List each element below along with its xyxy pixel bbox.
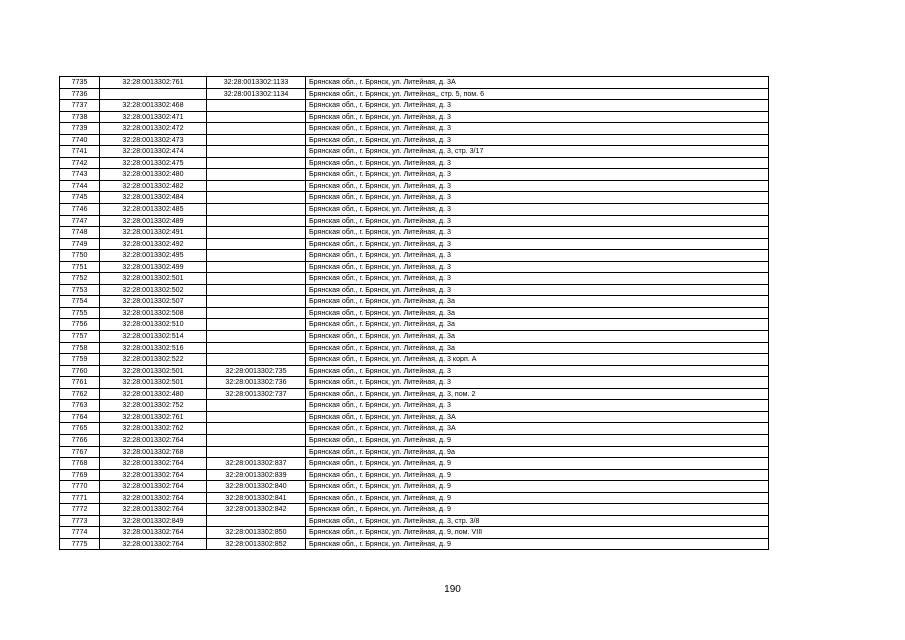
table-row (60, 446, 769, 458)
linked-cadastral-number-cell: 32:28:0013302:850 (207, 527, 306, 539)
linked-cadastral-number-cell (207, 192, 306, 204)
table-row (60, 146, 769, 158)
row-number-cell: 7736 (60, 88, 100, 100)
table-row (60, 284, 769, 296)
address-cell: Брянская обл., г. Брянск, ул. Литейная, д. 3а (306, 342, 769, 354)
row-number-cell: 7748 (60, 227, 100, 239)
row-number-cell: 7768 (60, 458, 100, 470)
address-cell: Брянская обл., г. Брянск, ул. Литейная, д. 3, стр. 3/8 (306, 515, 769, 527)
row-number-cell: 7747 (60, 215, 100, 227)
row-number-cell: 7753 (60, 284, 100, 296)
table-row (60, 192, 769, 204)
address-cell: Брянская обл., г. Брянск, ул. Литейная, д. 9а (306, 446, 769, 458)
cadastral-number-cell: 32:28:0013302:473 (100, 134, 207, 146)
table-row (60, 538, 769, 550)
linked-cadastral-number-cell (207, 319, 306, 331)
address-cell: Брянская обл., г. Брянск, ул. Литейная, д. 3а (306, 307, 769, 319)
table-row (60, 111, 769, 123)
table-row (60, 307, 769, 319)
row-number-cell: 7756 (60, 319, 100, 331)
linked-cadastral-number-cell (207, 227, 306, 239)
table-row (60, 157, 769, 169)
row-number-cell: 7762 (60, 388, 100, 400)
table-row (60, 492, 769, 504)
table-row (60, 134, 769, 146)
linked-cadastral-number-cell (207, 273, 306, 285)
address-cell: Брянская обл., г. Брянск, ул. Литейная, д. 3 (306, 111, 769, 123)
linked-cadastral-number-cell: 32:28:0013302:1134 (207, 88, 306, 100)
address-cell: Брянская обл., г. Брянск, ул. Литейная, д. 3А (306, 77, 769, 89)
address-cell: Брянская обл., г. Брянск, ул. Литейная, д. 3 (306, 227, 769, 239)
row-number-cell: 7760 (60, 365, 100, 377)
table-row (60, 504, 769, 516)
linked-cadastral-number-cell: 32:28:0013302:735 (207, 365, 306, 377)
cadastral-number-cell: 32:28:0013302:764 (100, 527, 207, 539)
table-row (60, 204, 769, 216)
linked-cadastral-number-cell (207, 411, 306, 423)
linked-cadastral-number-cell (207, 261, 306, 273)
cadastral-number-cell: 32:28:0013302:764 (100, 538, 207, 550)
cadastral-number-cell: 32:28:0013302:501 (100, 377, 207, 389)
linked-cadastral-number-cell (207, 123, 306, 135)
cadastral-number-cell: 32:28:0013302:472 (100, 123, 207, 135)
address-cell: Брянская обл., г. Брянск, ул. Литейная, д. 3 (306, 204, 769, 216)
address-cell: Брянская обл., г. Брянск, ул. Литейная, д. 3 (306, 261, 769, 273)
address-cell: Брянская обл., г. Брянск, ул. Литейная, д. 3 (306, 250, 769, 262)
cadastral-number-cell: 32:28:0013302:764 (100, 458, 207, 470)
table-row (60, 423, 769, 435)
address-cell: Брянская обл., г. Брянск, ул. Литейная, д. 3 (306, 365, 769, 377)
address-cell: Брянская обл., г. Брянск, ул. Литейная,, стр. 5, пом. 6 (306, 88, 769, 100)
linked-cadastral-number-cell (207, 134, 306, 146)
address-cell: Брянская обл., г. Брянск, ул. Литейная, д. 3 (306, 123, 769, 135)
address-cell: Брянская обл., г. Брянск, ул. Литейная, д. 3 (306, 215, 769, 227)
linked-cadastral-number-cell (207, 111, 306, 123)
address-cell: Брянская обл., г. Брянск, ул. Литейная, д. 9 (306, 434, 769, 446)
cadastral-number-cell (100, 88, 207, 100)
cadastral-number-cell: 32:28:0013302:480 (100, 169, 207, 181)
row-number-cell: 7771 (60, 492, 100, 504)
address-cell: Брянская обл., г. Брянск, ул. Литейная, д. 3 (306, 180, 769, 192)
registry-table (59, 76, 769, 550)
table-row (60, 469, 769, 481)
linked-cadastral-number-cell: 32:28:0013302:852 (207, 538, 306, 550)
address-cell: Брянская обл., г. Брянск, ул. Литейная, д. 9 (306, 538, 769, 550)
cadastral-number-cell: 32:28:0013302:516 (100, 342, 207, 354)
cadastral-number-cell: 32:28:0013302:485 (100, 204, 207, 216)
address-cell: Брянская обл., г. Брянск, ул. Литейная, д. 3 (306, 100, 769, 112)
row-number-cell: 7740 (60, 134, 100, 146)
address-cell: Брянская обл., г. Брянск, ул. Литейная, д. 9 (306, 504, 769, 516)
address-cell: Брянская обл., г. Брянск, ул. Литейная, д. 3А (306, 411, 769, 423)
address-cell: Брянская обл., г. Брянск, ул. Литейная, д. 3 (306, 238, 769, 250)
cadastral-number-cell: 32:28:0013302:764 (100, 481, 207, 493)
cadastral-number-cell: 32:28:0013302:514 (100, 331, 207, 343)
linked-cadastral-number-cell: 32:28:0013302:837 (207, 458, 306, 470)
table-row (60, 100, 769, 112)
row-number-cell: 7751 (60, 261, 100, 273)
row-number-cell: 7745 (60, 192, 100, 204)
address-cell: Брянская обл., г. Брянск, ул. Литейная, д. 3 (306, 169, 769, 181)
linked-cadastral-number-cell (207, 215, 306, 227)
cadastral-number-cell: 32:28:0013302:764 (100, 492, 207, 504)
table-row (60, 411, 769, 423)
cadastral-number-cell: 32:28:0013302:492 (100, 238, 207, 250)
row-number-cell: 7738 (60, 111, 100, 123)
address-cell: Брянская обл., г. Брянск, ул. Литейная, д. 9 (306, 469, 769, 481)
cadastral-number-cell: 32:28:0013302:495 (100, 250, 207, 262)
registry-table-body (60, 77, 769, 550)
row-number-cell: 7773 (60, 515, 100, 527)
page-number: 190 (444, 584, 461, 595)
linked-cadastral-number-cell: 32:28:0013302:737 (207, 388, 306, 400)
cadastral-number-cell: 32:28:0013302:849 (100, 515, 207, 527)
address-cell: Брянская обл., г. Брянск, ул. Литейная, д. 3а (306, 331, 769, 343)
address-cell: Брянская обл., г. Брянск, ул. Литейная, д. 3а (306, 296, 769, 308)
cadastral-number-cell: 32:28:0013302:768 (100, 446, 207, 458)
cadastral-number-cell: 32:28:0013302:510 (100, 319, 207, 331)
row-number-cell: 7772 (60, 504, 100, 516)
linked-cadastral-number-cell (207, 342, 306, 354)
row-number-cell: 7744 (60, 180, 100, 192)
table-row (60, 481, 769, 493)
table-row (60, 527, 769, 539)
cadastral-number-cell: 32:28:0013302:482 (100, 180, 207, 192)
linked-cadastral-number-cell (207, 307, 306, 319)
cadastral-number-cell: 32:28:0013302:484 (100, 192, 207, 204)
address-cell: Брянская обл., г. Брянск, ул. Литейная, д. 9, пом. VIII (306, 527, 769, 539)
address-cell: Брянская обл., г. Брянск, ул. Литейная, д. 3 (306, 284, 769, 296)
address-cell: Брянская обл., г. Брянск, ул. Литейная, д. 9 (306, 458, 769, 470)
address-cell: Брянская обл., г. Брянск, ул. Литейная, д. 3 (306, 157, 769, 169)
row-number-cell: 7763 (60, 400, 100, 412)
linked-cadastral-number-cell (207, 157, 306, 169)
address-cell: Брянская обл., г. Брянск, ул. Литейная, д. 3а (306, 319, 769, 331)
address-cell: Брянская обл., г. Брянск, ул. Литейная, д. 3, стр. 3/17 (306, 146, 769, 158)
address-cell: Брянская обл., г. Брянск, ул. Литейная, д. 9 (306, 481, 769, 493)
cadastral-number-cell: 32:28:0013302:752 (100, 400, 207, 412)
linked-cadastral-number-cell: 32:28:0013302:736 (207, 377, 306, 389)
linked-cadastral-number-cell (207, 180, 306, 192)
cadastral-number-cell: 32:28:0013302:507 (100, 296, 207, 308)
table-row (60, 458, 769, 470)
address-cell: Брянская обл., г. Брянск, ул. Литейная, д. 3 (306, 273, 769, 285)
row-number-cell: 7735 (60, 77, 100, 89)
linked-cadastral-number-cell: 32:28:0013302:840 (207, 481, 306, 493)
cadastral-number-cell: 32:28:0013302:491 (100, 227, 207, 239)
row-number-cell: 7750 (60, 250, 100, 262)
address-cell: Брянская обл., г. Брянск, ул. Литейная, д. 3 (306, 192, 769, 204)
row-number-cell: 7775 (60, 538, 100, 550)
linked-cadastral-number-cell (207, 100, 306, 112)
row-number-cell: 7769 (60, 469, 100, 481)
row-number-cell: 7741 (60, 146, 100, 158)
table-row (60, 319, 769, 331)
linked-cadastral-number-cell (207, 238, 306, 250)
linked-cadastral-number-cell (207, 146, 306, 158)
linked-cadastral-number-cell: 32:28:0013302:1133 (207, 77, 306, 89)
cadastral-number-cell: 32:28:0013302:499 (100, 261, 207, 273)
row-number-cell: 7739 (60, 123, 100, 135)
address-cell: Брянская обл., г. Брянск, ул. Литейная, д. 3 (306, 134, 769, 146)
cadastral-number-cell: 32:28:0013302:474 (100, 146, 207, 158)
linked-cadastral-number-cell (207, 434, 306, 446)
linked-cadastral-number-cell (207, 400, 306, 412)
cadastral-number-cell: 32:28:0013302:475 (100, 157, 207, 169)
table-row (60, 180, 769, 192)
table-row (60, 77, 769, 89)
linked-cadastral-number-cell (207, 169, 306, 181)
table-row (60, 331, 769, 343)
cadastral-number-cell: 32:28:0013302:480 (100, 388, 207, 400)
table-row (60, 434, 769, 446)
table-row (60, 88, 769, 100)
row-number-cell: 7746 (60, 204, 100, 216)
cadastral-number-cell: 32:28:0013302:468 (100, 100, 207, 112)
row-number-cell: 7759 (60, 354, 100, 366)
table-row (60, 238, 769, 250)
cadastral-number-cell: 32:28:0013302:761 (100, 411, 207, 423)
row-number-cell: 7737 (60, 100, 100, 112)
cadastral-number-cell: 32:28:0013302:522 (100, 354, 207, 366)
table-row (60, 388, 769, 400)
row-number-cell: 7743 (60, 169, 100, 181)
table-row (60, 515, 769, 527)
linked-cadastral-number-cell (207, 250, 306, 262)
row-number-cell: 7761 (60, 377, 100, 389)
row-number-cell: 7752 (60, 273, 100, 285)
cadastral-number-cell: 32:28:0013302:764 (100, 434, 207, 446)
linked-cadastral-number-cell (207, 515, 306, 527)
cadastral-number-cell: 32:28:0013302:762 (100, 423, 207, 435)
address-cell: Брянская обл., г. Брянск, ул. Литейная, д. 3 (306, 400, 769, 412)
table-row (60, 377, 769, 389)
cadastral-number-cell: 32:28:0013302:764 (100, 504, 207, 516)
address-cell: Брянская обл., г. Брянск, ул. Литейная, д. 3, пом. 2 (306, 388, 769, 400)
row-number-cell: 7755 (60, 307, 100, 319)
table-row (60, 273, 769, 285)
row-number-cell: 7767 (60, 446, 100, 458)
table-row (60, 354, 769, 366)
row-number-cell: 7765 (60, 423, 100, 435)
table-row (60, 215, 769, 227)
cadastral-number-cell: 32:28:0013302:502 (100, 284, 207, 296)
table-row (60, 169, 769, 181)
address-cell: Брянская обл., г. Брянск, ул. Литейная, д. 3А (306, 423, 769, 435)
cadastral-number-cell: 32:28:0013302:471 (100, 111, 207, 123)
table-row (60, 296, 769, 308)
table-row (60, 123, 769, 135)
table-row (60, 261, 769, 273)
cadastral-number-cell: 32:28:0013302:508 (100, 307, 207, 319)
linked-cadastral-number-cell: 32:28:0013302:842 (207, 504, 306, 516)
row-number-cell: 7764 (60, 411, 100, 423)
linked-cadastral-number-cell: 32:28:0013302:839 (207, 469, 306, 481)
cadastral-number-cell: 32:28:0013302:501 (100, 273, 207, 285)
linked-cadastral-number-cell (207, 296, 306, 308)
linked-cadastral-number-cell (207, 446, 306, 458)
linked-cadastral-number-cell (207, 423, 306, 435)
cadastral-number-cell: 32:28:0013302:489 (100, 215, 207, 227)
linked-cadastral-number-cell (207, 331, 306, 343)
address-cell: Брянская обл., г. Брянск, ул. Литейная, д. 3 корп. А (306, 354, 769, 366)
row-number-cell: 7758 (60, 342, 100, 354)
row-number-cell: 7742 (60, 157, 100, 169)
cadastral-number-cell: 32:28:0013302:761 (100, 77, 207, 89)
linked-cadastral-number-cell (207, 204, 306, 216)
row-number-cell: 7749 (60, 238, 100, 250)
row-number-cell: 7774 (60, 527, 100, 539)
row-number-cell: 7770 (60, 481, 100, 493)
row-number-cell: 7754 (60, 296, 100, 308)
linked-cadastral-number-cell (207, 284, 306, 296)
table-row (60, 342, 769, 354)
table-row (60, 250, 769, 262)
table-row (60, 400, 769, 412)
linked-cadastral-number-cell: 32:28:0013302:841 (207, 492, 306, 504)
row-number-cell: 7766 (60, 434, 100, 446)
table-row (60, 365, 769, 377)
address-cell: Брянская обл., г. Брянск, ул. Литейная, д. 9 (306, 492, 769, 504)
row-number-cell: 7757 (60, 331, 100, 343)
cadastral-number-cell: 32:28:0013302:764 (100, 469, 207, 481)
address-cell: Брянская обл., г. Брянск, ул. Литейная, д. 3 (306, 377, 769, 389)
table-row (60, 227, 769, 239)
cadastral-number-cell: 32:28:0013302:501 (100, 365, 207, 377)
linked-cadastral-number-cell (207, 354, 306, 366)
